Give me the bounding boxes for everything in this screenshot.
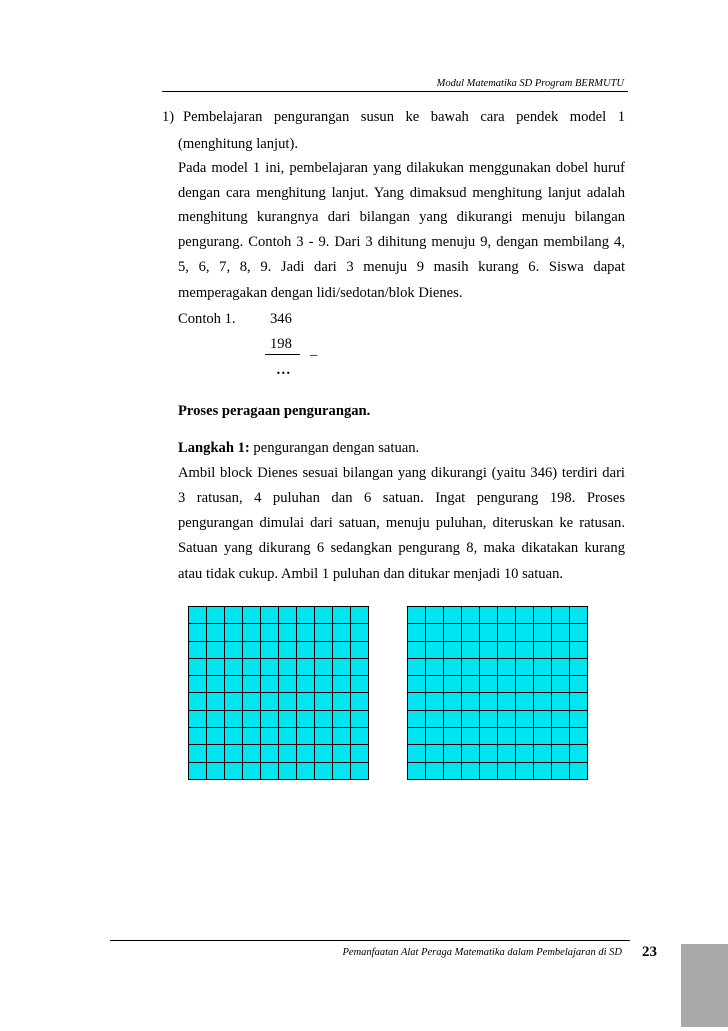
unit-cell <box>408 728 426 745</box>
unit-cell <box>333 607 351 624</box>
unit-cell <box>243 745 261 762</box>
unit-cell <box>279 607 297 624</box>
unit-cell <box>426 659 444 676</box>
unit-cell <box>243 728 261 745</box>
unit-cell <box>444 693 462 710</box>
unit-cell <box>498 693 516 710</box>
unit-cell <box>279 711 297 728</box>
unit-cell <box>534 607 552 624</box>
unit-cell <box>534 693 552 710</box>
unit-cell <box>444 624 462 641</box>
unit-cell <box>297 728 315 745</box>
unit-cell <box>408 711 426 728</box>
unit-cell <box>570 711 588 728</box>
unit-cell <box>444 763 462 780</box>
unit-cell <box>426 745 444 762</box>
unit-cell <box>426 676 444 693</box>
unit-cell <box>315 711 333 728</box>
unit-cell <box>444 607 462 624</box>
unit-cell <box>261 676 279 693</box>
unit-cell <box>444 676 462 693</box>
unit-cell <box>189 745 207 762</box>
unit-cell <box>207 676 225 693</box>
unit-cell <box>552 676 570 693</box>
unit-cell <box>225 728 243 745</box>
unit-cell <box>498 711 516 728</box>
unit-cell <box>243 607 261 624</box>
example-minuend: 346 <box>270 311 292 327</box>
section-number: 1) <box>162 109 175 125</box>
langkah1-line: atau tidak cukup. Ambil 1 puluhan dan ditukar menjadi 10 satuan. <box>178 566 564 582</box>
unit-cell <box>534 763 552 780</box>
unit-cell <box>351 763 369 780</box>
unit-cell <box>333 745 351 762</box>
unit-cell <box>297 624 315 641</box>
unit-cell <box>279 676 297 693</box>
unit-cell <box>189 763 207 780</box>
unit-cell <box>426 624 444 641</box>
unit-cell <box>315 607 333 624</box>
unit-cell <box>333 659 351 676</box>
unit-cell <box>207 693 225 710</box>
unit-cell <box>462 659 480 676</box>
unit-cell <box>444 711 462 728</box>
unit-cell <box>351 693 369 710</box>
unit-cell <box>516 659 534 676</box>
unit-cell <box>189 676 207 693</box>
unit-cell <box>225 624 243 641</box>
running-header: Modul Matematika SD Program BERMUTU <box>436 78 624 89</box>
section-heading-line1: Pembelajaran pengurangan susun ke bawah cara pendek model 1 <box>183 109 625 125</box>
unit-cell <box>534 745 552 762</box>
unit-cell <box>279 728 297 745</box>
unit-cell <box>315 642 333 659</box>
body-line: 5, 6, 7, 8, 9. Jadi dari 3 menuju 9 masih kurang 6. Siswa dapat <box>178 259 625 275</box>
unit-cell <box>444 642 462 659</box>
unit-cell <box>516 745 534 762</box>
unit-cell <box>225 711 243 728</box>
example-label: Contoh 1. <box>178 311 236 327</box>
unit-cell <box>333 711 351 728</box>
langkah1-line: 3 ratusan, 4 puluhan dan 6 satuan. Ingat pengurang 198. Proses <box>178 490 625 506</box>
unit-cell <box>261 711 279 728</box>
unit-cell <box>315 676 333 693</box>
unit-cell <box>297 745 315 762</box>
example-result: … <box>276 362 292 378</box>
unit-cell <box>261 624 279 641</box>
unit-cell <box>207 642 225 659</box>
unit-cell <box>444 745 462 762</box>
unit-cell <box>462 624 480 641</box>
unit-cell <box>534 642 552 659</box>
unit-cell <box>351 659 369 676</box>
unit-cell <box>552 693 570 710</box>
unit-cell <box>408 659 426 676</box>
body-line: pengurang. Contoh 3 - 9. Dari 3 dihitung menuju 9, dengan membilang 4, <box>178 234 625 250</box>
unit-cell <box>462 607 480 624</box>
unit-cell <box>480 745 498 762</box>
dienes-hundred-block <box>188 606 369 780</box>
unit-cell <box>426 711 444 728</box>
unit-cell <box>207 659 225 676</box>
unit-cell <box>516 642 534 659</box>
unit-cell <box>189 642 207 659</box>
unit-cell <box>243 642 261 659</box>
unit-cell <box>189 624 207 641</box>
unit-cell <box>498 642 516 659</box>
unit-cell <box>351 642 369 659</box>
unit-cell <box>315 763 333 780</box>
unit-cell <box>570 624 588 641</box>
unit-cell <box>408 624 426 641</box>
unit-cell <box>207 763 225 780</box>
unit-cell <box>207 711 225 728</box>
langkah1-title-text: pengurangan dengan satuan. <box>249 440 420 456</box>
unit-cell <box>462 711 480 728</box>
unit-cell <box>243 659 261 676</box>
unit-cell <box>426 763 444 780</box>
unit-cell <box>408 642 426 659</box>
unit-cell <box>516 693 534 710</box>
unit-cell <box>462 745 480 762</box>
unit-cell <box>516 711 534 728</box>
unit-cell <box>315 728 333 745</box>
unit-cell <box>534 728 552 745</box>
unit-cell <box>570 763 588 780</box>
unit-cell <box>315 745 333 762</box>
unit-cell <box>552 728 570 745</box>
unit-cell <box>498 607 516 624</box>
unit-cell <box>516 624 534 641</box>
unit-cell <box>444 728 462 745</box>
unit-cell <box>225 745 243 762</box>
unit-cell <box>534 711 552 728</box>
unit-cell <box>552 659 570 676</box>
unit-cell <box>480 607 498 624</box>
unit-cell <box>351 607 369 624</box>
unit-cell <box>243 763 261 780</box>
unit-cell <box>534 676 552 693</box>
page-tab-marker <box>681 944 728 1027</box>
unit-cell <box>552 607 570 624</box>
unit-cell <box>225 693 243 710</box>
unit-cell <box>297 711 315 728</box>
unit-cell <box>408 607 426 624</box>
unit-cell <box>570 693 588 710</box>
unit-cell <box>498 728 516 745</box>
dienes-hundred-block <box>407 606 588 780</box>
unit-cell <box>243 693 261 710</box>
unit-cell <box>207 728 225 745</box>
unit-cell <box>444 659 462 676</box>
header-rule <box>162 91 628 92</box>
unit-cell <box>480 728 498 745</box>
unit-cell <box>408 676 426 693</box>
unit-cell <box>498 676 516 693</box>
unit-cell <box>516 676 534 693</box>
unit-cell <box>426 693 444 710</box>
unit-cell <box>207 624 225 641</box>
unit-cell <box>243 676 261 693</box>
unit-cell <box>315 624 333 641</box>
unit-cell <box>297 659 315 676</box>
unit-cell <box>408 763 426 780</box>
unit-cell <box>225 676 243 693</box>
langkah1-line: Satuan yang dikurang 6 sedangkan pengurang 8, maka dikatakan kurang <box>178 540 625 556</box>
unit-cell <box>408 745 426 762</box>
unit-cell <box>261 763 279 780</box>
unit-cell <box>534 659 552 676</box>
unit-cell <box>570 676 588 693</box>
unit-cell <box>498 745 516 762</box>
unit-cell <box>552 642 570 659</box>
unit-cell <box>189 711 207 728</box>
unit-cell <box>243 624 261 641</box>
unit-cell <box>279 642 297 659</box>
unit-cell <box>498 659 516 676</box>
unit-cell <box>426 607 444 624</box>
langkah1-label: Langkah 1: <box>178 440 250 456</box>
unit-cell <box>480 676 498 693</box>
unit-cell <box>426 642 444 659</box>
unit-cell <box>225 642 243 659</box>
unit-cell <box>462 693 480 710</box>
unit-cell <box>480 711 498 728</box>
unit-cell <box>462 642 480 659</box>
unit-cell <box>297 676 315 693</box>
unit-cell <box>534 624 552 641</box>
unit-cell <box>279 693 297 710</box>
unit-cell <box>225 659 243 676</box>
unit-cell <box>279 745 297 762</box>
unit-cell <box>498 624 516 641</box>
unit-cell <box>333 642 351 659</box>
unit-cell <box>261 659 279 676</box>
unit-cell <box>351 711 369 728</box>
unit-cell <box>351 624 369 641</box>
unit-cell <box>279 624 297 641</box>
page-number: 23 <box>642 944 657 960</box>
unit-cell <box>297 693 315 710</box>
unit-cell <box>462 676 480 693</box>
unit-cell <box>480 624 498 641</box>
body-line: menghitung kurangnya dari bilangan yang dikurangi menuju bilangan <box>178 209 625 225</box>
unit-cell <box>480 659 498 676</box>
unit-cell <box>516 607 534 624</box>
unit-cell <box>333 728 351 745</box>
unit-cell <box>315 659 333 676</box>
footer-rule <box>110 940 630 941</box>
unit-cell <box>261 728 279 745</box>
proses-heading: Proses peragaan pengurangan. <box>178 403 371 419</box>
unit-cell <box>333 676 351 693</box>
unit-cell <box>462 728 480 745</box>
minus-operator: – <box>310 347 318 363</box>
unit-cell <box>261 642 279 659</box>
unit-cell <box>333 624 351 641</box>
unit-cell <box>480 763 498 780</box>
unit-cell <box>315 693 333 710</box>
unit-cell <box>279 763 297 780</box>
unit-cell <box>207 607 225 624</box>
unit-cell <box>225 763 243 780</box>
unit-cell <box>570 659 588 676</box>
unit-cell <box>261 745 279 762</box>
langkah1-title <box>178 439 419 457</box>
unit-cell <box>462 763 480 780</box>
unit-cell <box>552 624 570 641</box>
unit-cell <box>570 745 588 762</box>
unit-cell <box>570 728 588 745</box>
unit-cell <box>297 607 315 624</box>
body-line: dengan cara menghitung lanjut. Yang dimaksud menghitung lanjut adalah <box>178 185 625 201</box>
unit-cell <box>297 642 315 659</box>
unit-cell <box>480 642 498 659</box>
unit-cell <box>225 607 243 624</box>
unit-cell <box>261 693 279 710</box>
body-line: Pada model 1 ini, pembelajaran yang dilakukan menggunakan dobel huruf <box>178 160 625 176</box>
unit-cell <box>552 763 570 780</box>
unit-cell <box>189 728 207 745</box>
unit-cell <box>189 693 207 710</box>
unit-cell <box>243 711 261 728</box>
unit-cell <box>552 711 570 728</box>
unit-cell <box>408 693 426 710</box>
example-subtrahend: 198 <box>270 336 292 352</box>
unit-cell <box>480 693 498 710</box>
unit-cell <box>189 659 207 676</box>
running-footer: Pemanfaatan Alat Peraga Matematika dalam Pembelajaran di SD <box>342 947 622 958</box>
subtraction-rule <box>265 354 300 355</box>
unit-cell <box>333 763 351 780</box>
section-heading-line2: (menghitung lanjut). <box>178 136 298 152</box>
unit-cell <box>261 607 279 624</box>
unit-cell <box>570 607 588 624</box>
unit-cell <box>570 642 588 659</box>
unit-cell <box>351 745 369 762</box>
unit-cell <box>516 763 534 780</box>
unit-cell <box>351 676 369 693</box>
unit-cell <box>333 693 351 710</box>
langkah1-line: Ambil block Dienes sesuai bilangan yang dikurangi (yaitu 346) terdiri dari <box>178 465 625 481</box>
unit-cell <box>351 728 369 745</box>
langkah1-line: pengurangan dimulai dari satuan, menuju puluhan, diteruskan ke ratusan. <box>178 515 625 531</box>
body-line: memperagakan dengan lidi/sedotan/blok Dienes. <box>178 285 463 301</box>
unit-cell <box>279 659 297 676</box>
unit-cell <box>207 745 225 762</box>
unit-cell <box>426 728 444 745</box>
unit-cell <box>297 763 315 780</box>
unit-cell <box>498 763 516 780</box>
unit-cell <box>189 607 207 624</box>
unit-cell <box>552 745 570 762</box>
unit-cell <box>516 728 534 745</box>
